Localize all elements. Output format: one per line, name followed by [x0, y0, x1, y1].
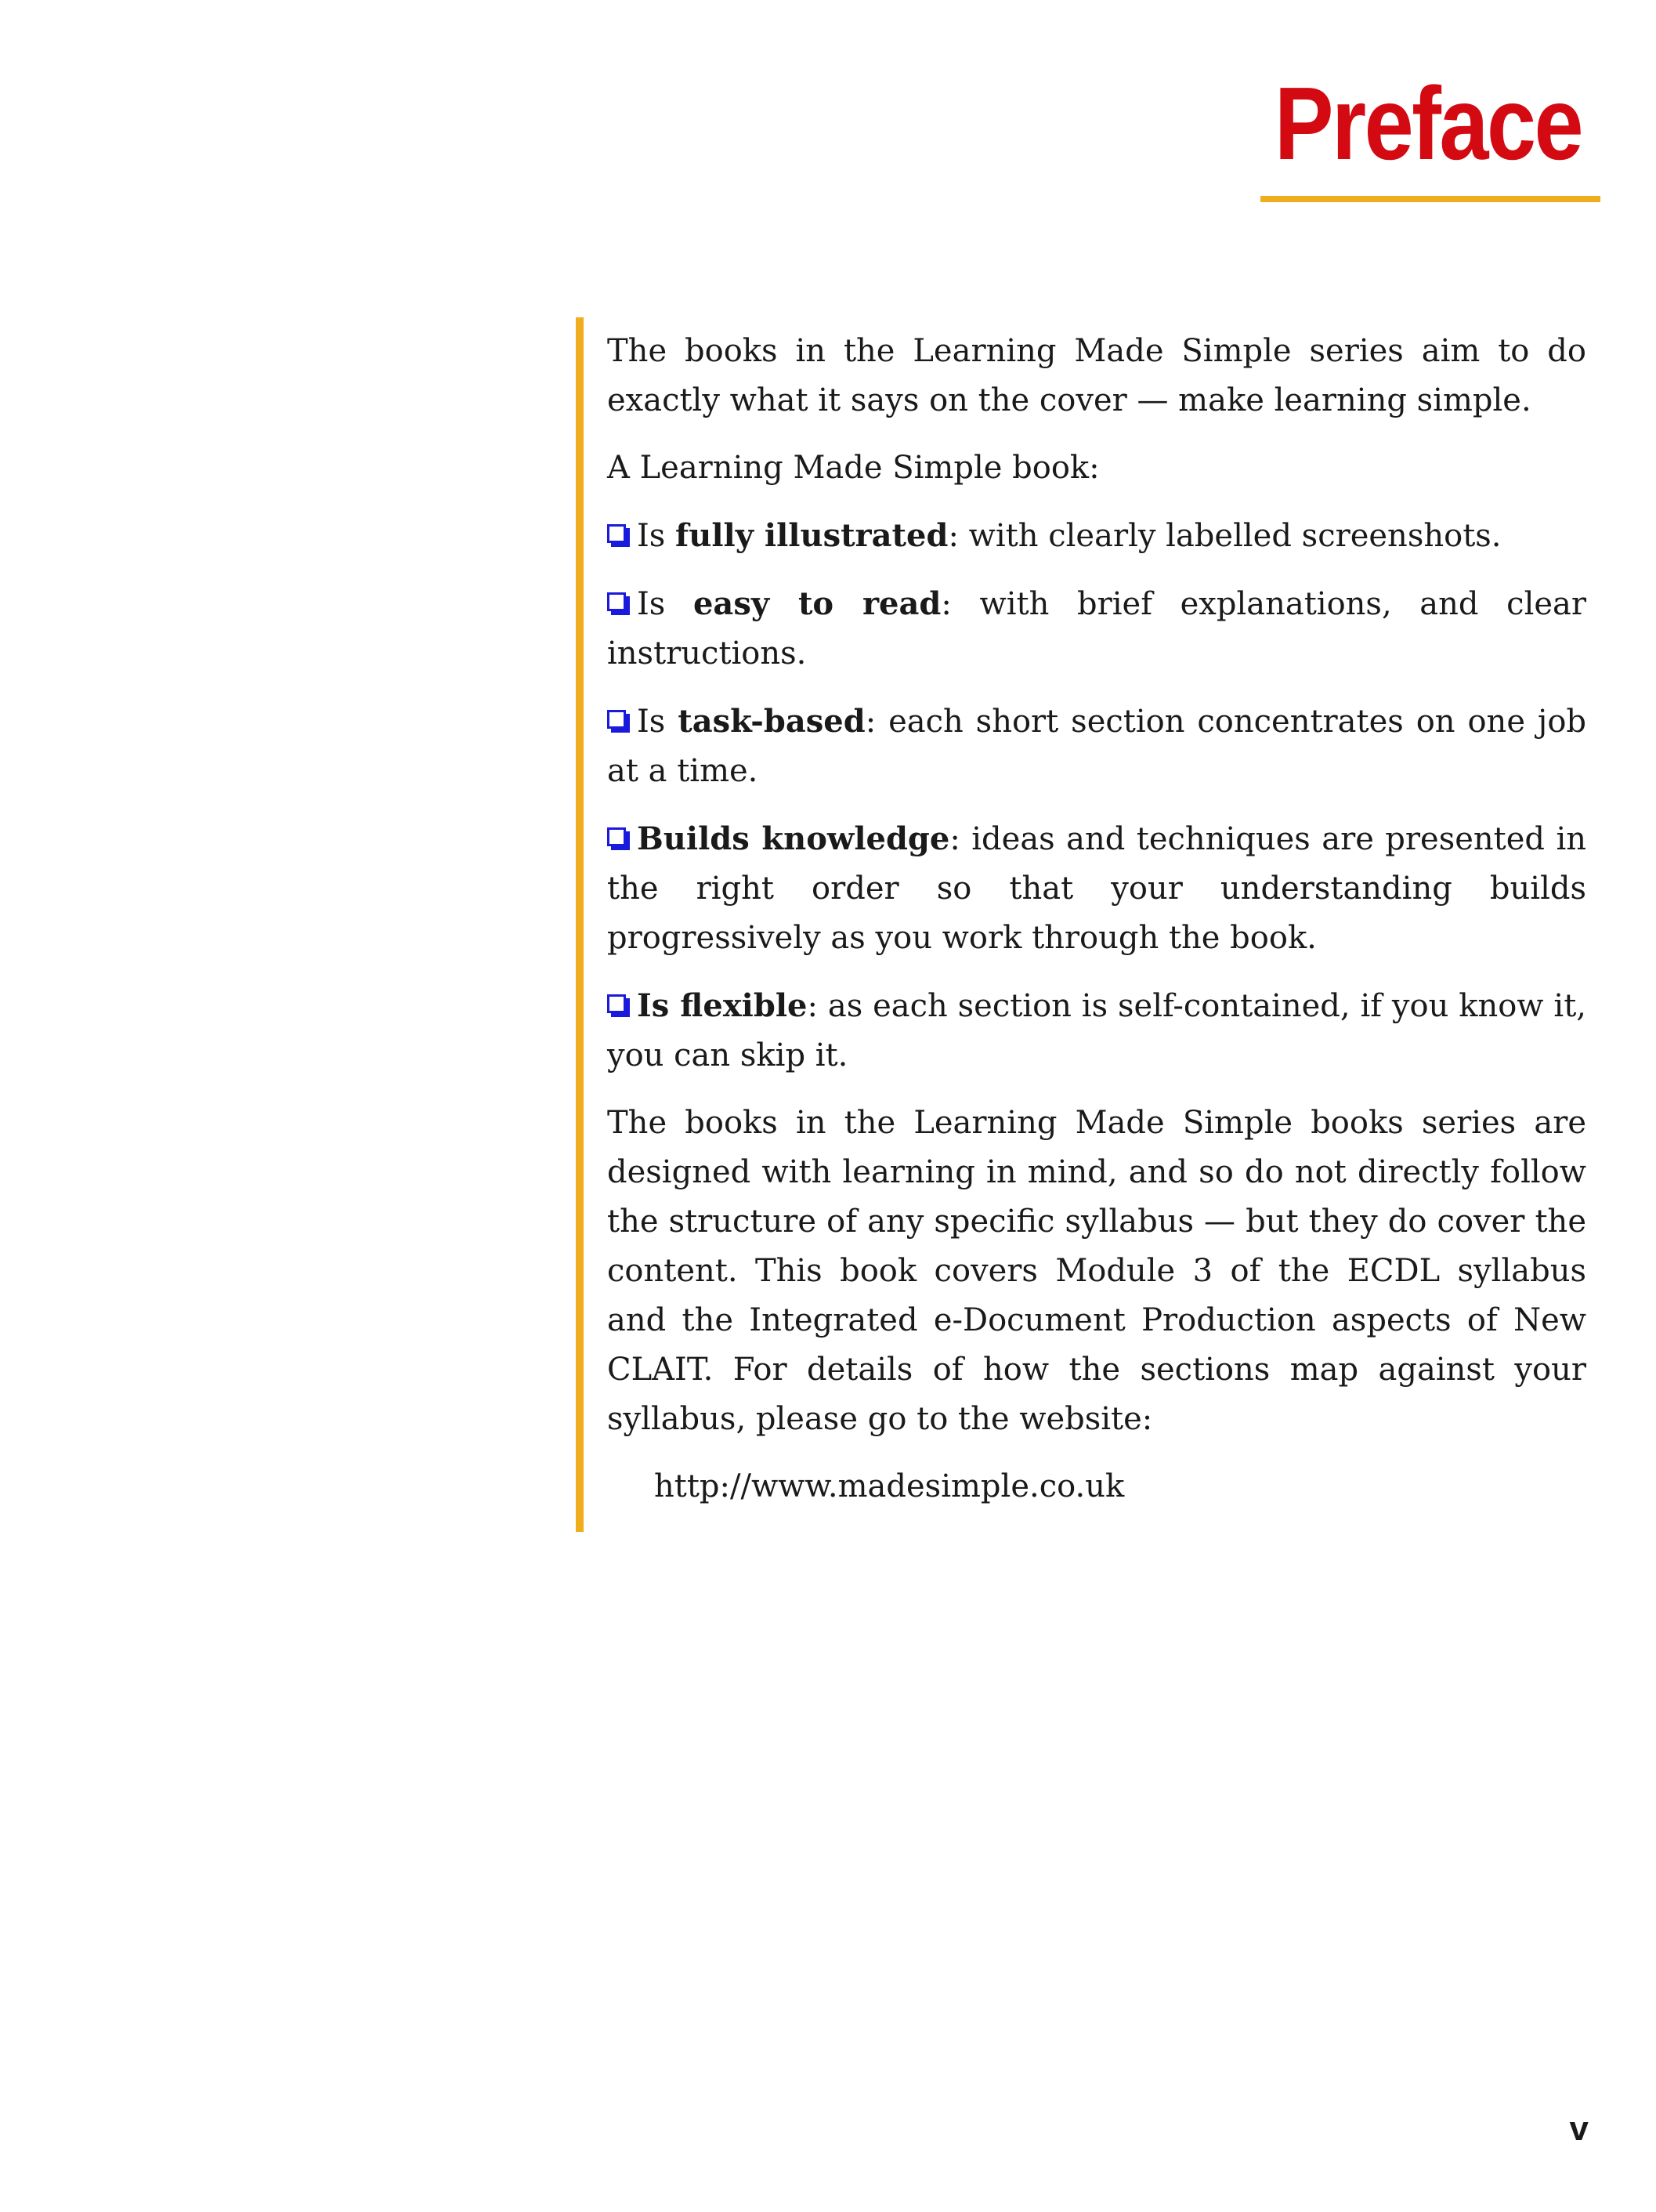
bullet-text: : each short section concentrates on one job at a time. [607, 704, 1586, 789]
bullet-item [607, 814, 1586, 963]
page-title: Preface [1274, 66, 1582, 181]
checkbox-bullet-icon [607, 710, 626, 729]
bullet-text: : ideas and techniques are presented in the right order so that your understanding builds progressively as you work through the book. [607, 821, 1586, 956]
page-number: v [1569, 2109, 1589, 2148]
bullet-item [607, 579, 1586, 679]
closing-paragraph: The books in the Learning Made Simple books series are designed with learning in mind, and so do not directly follow the structure of any specific syllabus — but they do cover the content. This book covers Module 3 of the ECDL syllabus and the Integrated e-Document Production aspects of New CLAIT. For details of how the sections map against your syllabus, please go to the website: [607, 1105, 1586, 1437]
bullet-prefix: Is [637, 704, 678, 740]
bullet-keyword: fully illustrated [675, 517, 949, 554]
bullet-prefix: Is [637, 518, 676, 554]
title-underline [1260, 196, 1600, 202]
bullet-text: : with clearly labelled screenshots. [948, 518, 1502, 554]
bullet-keyword: Is flexible [637, 987, 808, 1024]
bullet-text: : as each section is self-contained, if you know it, you can skip it. [607, 988, 1586, 1073]
lead-paragraph: A Learning Made Simple book: [607, 450, 1100, 486]
checkbox-bullet-icon [607, 524, 626, 543]
bullet-keyword: task-based [678, 703, 866, 740]
website-url: http://www.madesimple.co.uk [654, 1468, 1125, 1504]
intro-paragraph: The books in the Learning Made Simple series aim to do exactly what it says on the cover — make learning simple. [607, 333, 1586, 418]
bullet-item [607, 981, 1586, 1081]
bullet-keyword: Builds knowledge [637, 820, 950, 857]
checkbox-bullet-icon [607, 994, 626, 1013]
checkbox-bullet-icon [607, 592, 626, 611]
bullet-text: : with brief explanations, and clear instructions. [607, 586, 1586, 672]
bullet-keyword: easy to read [692, 585, 942, 622]
preface-body [576, 317, 1586, 1532]
bullet-prefix: Is [637, 586, 693, 622]
checkbox-bullet-icon [607, 827, 626, 846]
bullet-item [607, 697, 1586, 796]
bullet-item [607, 511, 1586, 561]
